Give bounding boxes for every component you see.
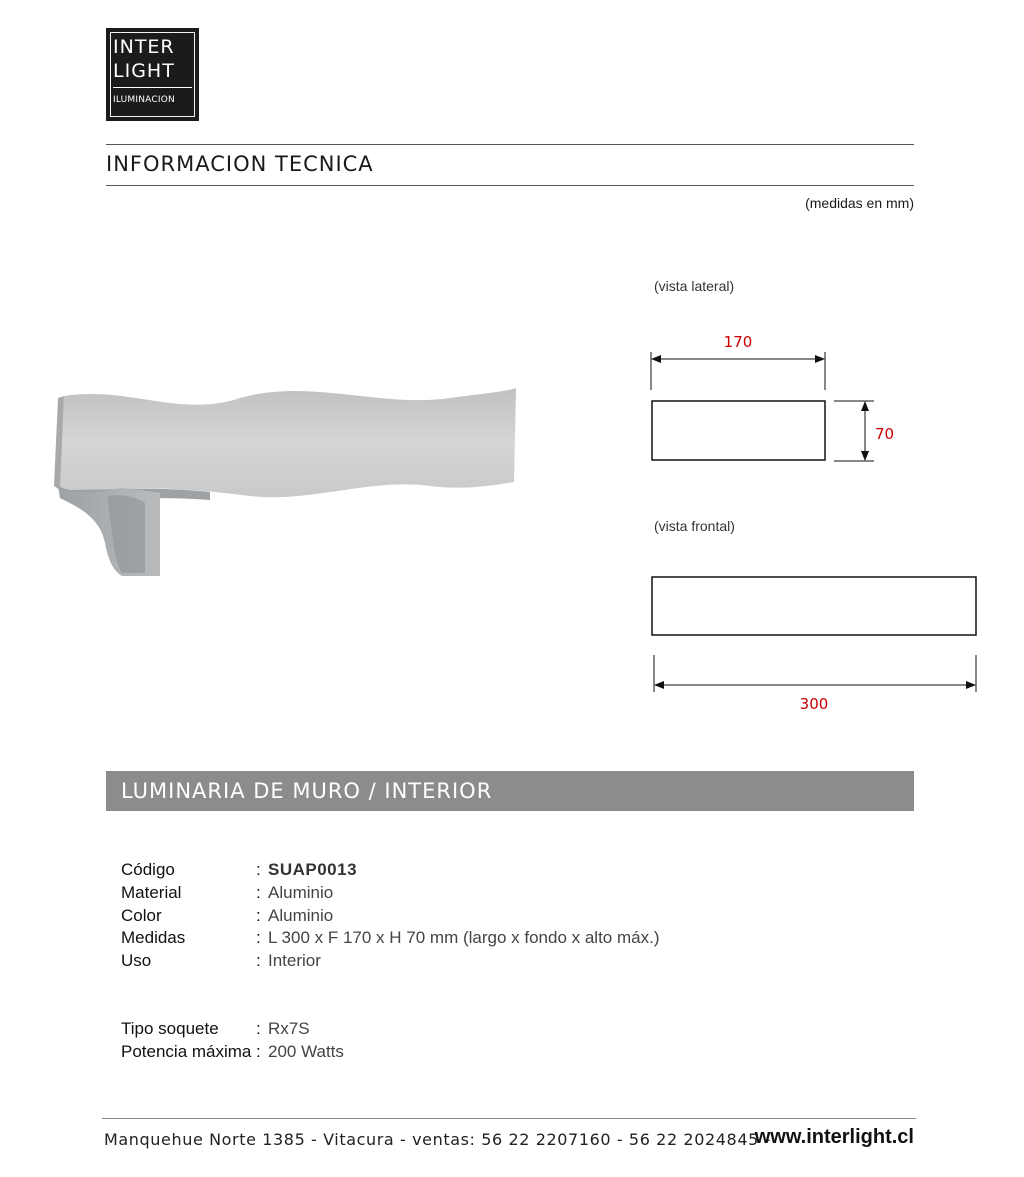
spec-value: Rx7S [268, 1019, 310, 1038]
side-view-label: (vista lateral) [654, 278, 735, 294]
spec-colon: : [256, 906, 261, 925]
spec-value: 200 Watts [268, 1042, 344, 1061]
spec-colon: : [256, 951, 261, 970]
spec-label: Uso [121, 951, 152, 970]
spec-value: Interior [268, 951, 321, 970]
front-view-label: (vista frontal) [654, 518, 735, 534]
spec-label: Tipo soquete [121, 1019, 219, 1038]
header-bottom-rule [106, 185, 914, 186]
length-value: 300 [799, 695, 829, 713]
depth-value: 170 [723, 333, 753, 351]
header-top-rule [106, 144, 914, 145]
front-view-box [652, 577, 976, 635]
spec-value: SUAP0013 [268, 860, 358, 879]
company-logo [106, 28, 199, 121]
logo-text-inter: INTER [113, 36, 175, 58]
spec-colon: : [256, 883, 261, 902]
spec-label: Código [121, 860, 175, 879]
spec-colon: : [256, 928, 261, 947]
spec-label: Medidas [121, 928, 186, 947]
height-value: 70 [875, 425, 895, 443]
product-category-title: LUMINARIA DE MURO / INTERIOR [121, 779, 493, 803]
spec-label: Potencia máxima [121, 1042, 252, 1061]
footer-website-link[interactable]: www.interlight.cl [754, 1126, 914, 1148]
spec-label: Color [121, 906, 162, 925]
spec-label: Material [121, 883, 182, 902]
spec-colon: : [256, 1019, 261, 1038]
product-category-banner [106, 771, 914, 811]
footer-divider [102, 1118, 916, 1119]
logo-divider [113, 87, 192, 88]
spec-value: L 300 x F 170 x H 70 mm (largo x fondo x alto máx.) [268, 928, 660, 947]
logo-subtitle: ILUMINACION [113, 95, 175, 105]
page-title: INFORMACION TECNICA [106, 152, 374, 176]
spec-colon: : [256, 1042, 261, 1061]
spec-value: Aluminio [268, 906, 334, 925]
side-view-box [652, 401, 825, 460]
dimension-drawings [640, 325, 990, 725]
spec-value: Aluminio [268, 883, 334, 902]
product-image [50, 378, 525, 578]
footer-contact: Manquehue Norte 1385 - Vitacura - ventas: 56 22 2207160 - 56 22 2024845 - [104, 1130, 771, 1149]
spec-colon: : [256, 860, 261, 879]
units-note: (medidas en mm) [805, 195, 914, 211]
logo-text-light: LIGHT [113, 60, 175, 82]
